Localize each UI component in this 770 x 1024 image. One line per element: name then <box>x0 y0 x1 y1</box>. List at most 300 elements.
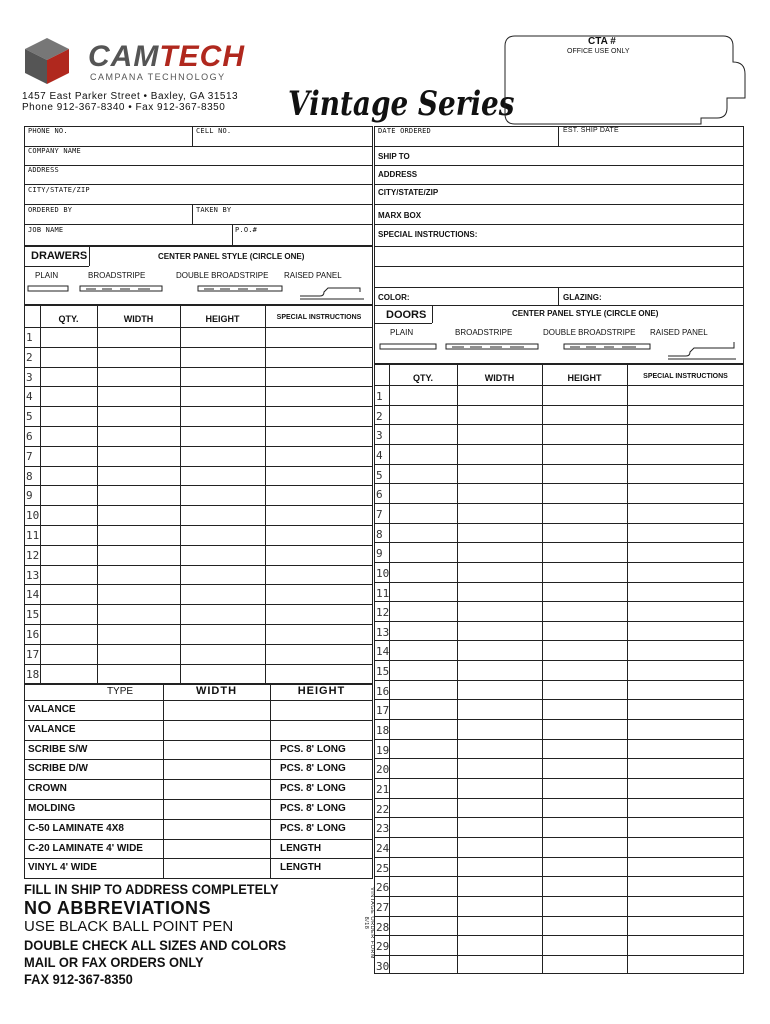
doors-special-cell[interactable] <box>628 386 743 404</box>
doors-qty-cell[interactable] <box>390 700 456 718</box>
doors-qty-cell[interactable] <box>390 740 456 758</box>
drawers-qty-cell[interactable] <box>41 506 97 524</box>
doors-width-cell[interactable] <box>458 386 541 404</box>
extras-col-type: TYPE <box>106 686 134 697</box>
drawers-qty-cell[interactable] <box>41 665 97 683</box>
drawers-width-cell[interactable] <box>98 467 180 485</box>
doors-height-cell[interactable] <box>543 386 626 404</box>
doors-special-cell[interactable] <box>628 700 743 718</box>
doors-width-cell[interactable] <box>458 484 541 502</box>
drawers-qty-cell[interactable] <box>41 348 97 366</box>
doors-width-cell[interactable] <box>458 700 541 718</box>
doors-width-cell[interactable] <box>458 465 541 483</box>
doors-height-cell[interactable] <box>543 956 626 974</box>
company-address: 1457 East Parker Street • Baxley, GA 31513 <box>22 91 239 102</box>
doors-qty-cell[interactable] <box>390 504 456 522</box>
doors-height-cell[interactable] <box>543 425 626 443</box>
extras-height-cell[interactable] <box>271 859 372 877</box>
doors-special-cell[interactable] <box>628 858 743 876</box>
drawers-height-cell[interactable] <box>181 427 265 445</box>
drawers-height-cell[interactable] <box>181 625 265 643</box>
doors-width-cell[interactable] <box>458 445 541 463</box>
drawers-height-cell[interactable] <box>181 467 265 485</box>
doors-special-cell[interactable] <box>628 956 743 974</box>
drawers-special-cell[interactable] <box>266 486 372 504</box>
doors-width-cell[interactable] <box>458 799 541 817</box>
doors-style-label: CENTER PANEL STYLE (CIRCLE ONE) <box>512 309 659 318</box>
drawers-special-cell[interactable] <box>266 645 372 663</box>
extras-width-cell[interactable] <box>164 701 269 719</box>
job-name-field[interactable] <box>25 234 231 245</box>
drawers-qty-cell[interactable] <box>41 467 97 485</box>
date-ordered-label: DATE ORDERED <box>378 127 431 135</box>
drawer-style-plain[interactable]: PLAIN <box>35 271 59 280</box>
doors-width-cell[interactable] <box>458 858 541 876</box>
doors-qty-cell[interactable] <box>390 602 456 620</box>
doors-special-cell[interactable] <box>628 799 743 817</box>
date-ordered-field[interactable] <box>375 135 557 145</box>
drawers-width-cell[interactable] <box>98 546 180 564</box>
doors-qty-cell[interactable] <box>390 858 456 876</box>
drawers-qty-cell[interactable] <box>41 605 97 623</box>
company-field[interactable] <box>25 155 372 164</box>
drawer-style-raised-panel[interactable]: RAISED PANEL <box>284 271 342 280</box>
ship-city-field[interactable] <box>440 185 743 203</box>
doors-qty-cell[interactable] <box>390 425 456 443</box>
doors-qty-cell[interactable] <box>390 543 456 561</box>
doors-row-number: 25 <box>376 861 390 875</box>
doors-height-cell[interactable] <box>543 641 626 659</box>
address-field[interactable] <box>25 174 372 183</box>
doors-special-cell[interactable] <box>628 897 743 915</box>
drawers-height-cell[interactable] <box>181 546 265 564</box>
doors-width-cell[interactable] <box>458 406 541 424</box>
doors-special-cell[interactable] <box>628 524 743 542</box>
special-instructions-field[interactable] <box>375 247 743 286</box>
drawers-special-cell[interactable] <box>266 427 372 445</box>
doors-width-cell[interactable] <box>458 936 541 954</box>
doors-qty-cell[interactable] <box>390 524 456 542</box>
doors-special-cell[interactable] <box>628 563 743 581</box>
drawers-height-cell[interactable] <box>181 605 265 623</box>
drawers-qty-cell[interactable] <box>41 407 97 425</box>
drawer-style-broadstripe[interactable]: BROADSTRIPE <box>88 271 146 280</box>
doors-width-cell[interactable] <box>458 897 541 915</box>
extras-width-cell[interactable] <box>164 780 269 798</box>
drawers-row-number: 9 <box>26 489 33 503</box>
drawers-width-cell[interactable] <box>98 387 180 405</box>
drawers-special-cell[interactable] <box>266 328 372 346</box>
doors-height-cell[interactable] <box>543 799 626 817</box>
doors-width-cell[interactable] <box>458 524 541 542</box>
door-style-raised-panel[interactable]: RAISED PANEL <box>650 328 708 337</box>
drawers-style-label: CENTER PANEL STYLE (CIRCLE ONE) <box>158 252 305 261</box>
drawers-special-cell[interactable] <box>266 506 372 524</box>
doors-row-number: 24 <box>376 841 390 855</box>
cta-input[interactable] <box>510 58 720 118</box>
drawers-width-cell[interactable] <box>98 407 180 425</box>
drawers-special-cell[interactable] <box>266 447 372 465</box>
doors-height-cell[interactable] <box>543 759 626 777</box>
doors-width-cell[interactable] <box>458 917 541 935</box>
drawers-row-number: 15 <box>26 608 40 622</box>
doors-col-width: WIDTH <box>484 373 515 383</box>
door-profiles <box>374 338 744 362</box>
drawers-special-cell[interactable] <box>266 368 372 386</box>
doors-special-cell[interactable] <box>628 818 743 836</box>
doors-row-number: 22 <box>376 802 390 816</box>
extras-width-cell[interactable] <box>164 859 269 877</box>
doors-width-cell[interactable] <box>458 504 541 522</box>
doors-height-cell[interactable] <box>543 740 626 758</box>
doors-special-cell[interactable] <box>628 877 743 895</box>
drawers-qty-cell[interactable] <box>41 645 97 663</box>
doors-special-cell[interactable] <box>628 838 743 856</box>
extras-height-cell[interactable] <box>271 760 372 778</box>
drawers-height-cell[interactable] <box>181 407 265 425</box>
ship-to-field[interactable] <box>420 147 743 164</box>
doors-width-cell[interactable] <box>458 740 541 758</box>
ship-address-field[interactable] <box>420 166 743 183</box>
doors-qty-cell[interactable] <box>390 681 456 699</box>
doors-width-cell[interactable] <box>458 563 541 581</box>
drawers-width-cell[interactable] <box>98 368 180 386</box>
glazing-label: GLAZING: <box>563 293 602 302</box>
drawers-col-height: HEIGHT <box>205 314 240 324</box>
doors-height-cell[interactable] <box>543 504 626 522</box>
doors-qty-cell[interactable] <box>390 818 456 836</box>
doors-row-number: 26 <box>376 881 390 895</box>
doors-qty-cell[interactable] <box>390 622 456 640</box>
extras-width-cell[interactable] <box>164 840 269 858</box>
doors-width-cell[interactable] <box>458 759 541 777</box>
drawers-height-cell[interactable] <box>181 506 265 524</box>
doors-row-number: 17 <box>376 704 390 718</box>
drawers-height-cell[interactable] <box>181 486 265 504</box>
doors-height-cell[interactable] <box>543 720 626 738</box>
doors-qty-cell[interactable] <box>390 641 456 659</box>
drawers-height-cell[interactable] <box>181 566 265 584</box>
drawers-qty-cell[interactable] <box>41 328 97 346</box>
city-field[interactable] <box>25 194 372 203</box>
drawers-qty-cell[interactable] <box>41 387 97 405</box>
doors-width-cell[interactable] <box>458 720 541 738</box>
doors-width-cell[interactable] <box>458 661 541 679</box>
drawers-row-number: 2 <box>26 350 33 364</box>
extras-width-cell[interactable] <box>164 760 269 778</box>
doors-qty-cell[interactable] <box>390 877 456 895</box>
doors-special-cell[interactable] <box>628 740 743 758</box>
drawers-height-cell[interactable] <box>181 348 265 366</box>
doors-row-number: 19 <box>376 743 390 757</box>
doors-height-cell[interactable] <box>543 445 626 463</box>
drawers-col-width: WIDTH <box>123 314 154 324</box>
drawers-row-number: 10 <box>26 509 40 523</box>
doors-height-cell[interactable] <box>543 897 626 915</box>
city-label: CITY/STATE/ZIP <box>28 186 90 194</box>
drawer-style-double-broadstripe[interactable]: DOUBLE BROADSTRIPE <box>176 271 269 280</box>
doors-qty-cell[interactable] <box>390 936 456 954</box>
door-style-plain[interactable]: PLAIN <box>390 328 414 337</box>
company-phone: Phone 912-367-8340 • Fax 912-367-8350 <box>22 102 226 113</box>
drawers-qty-cell[interactable] <box>41 546 97 564</box>
extras-type-label: VALANCE <box>28 723 76 735</box>
doors-row-number: 29 <box>376 940 390 954</box>
glazing-field[interactable] <box>605 288 743 305</box>
doors-height-cell[interactable] <box>543 465 626 483</box>
drawers-width-cell[interactable] <box>98 645 180 663</box>
extras-height-cell[interactable] <box>271 701 372 719</box>
po-label: P.O.# <box>235 226 258 234</box>
drawers-width-cell[interactable] <box>98 427 180 445</box>
drawers-qty-cell[interactable] <box>41 368 97 386</box>
doors-qty-cell[interactable] <box>390 465 456 483</box>
brand-name-part-a: CAM <box>88 40 160 73</box>
drawers-row-number: 18 <box>26 667 40 681</box>
doors-qty-cell[interactable] <box>390 838 456 856</box>
extras-height-cell[interactable] <box>271 780 372 798</box>
extras-width-cell[interactable] <box>164 820 269 838</box>
drawers-qty-cell[interactable] <box>41 566 97 584</box>
doors-height-cell[interactable] <box>543 858 626 876</box>
doors-qty-cell[interactable] <box>390 897 456 915</box>
doors-row-number: 5 <box>376 468 383 482</box>
doors-qty-cell[interactable] <box>390 563 456 581</box>
doors-height-cell[interactable] <box>543 543 626 561</box>
doors-special-cell[interactable] <box>628 622 743 640</box>
doors-height-cell[interactable] <box>543 681 626 699</box>
doors-width-cell[interactable] <box>458 956 541 974</box>
notice-no-abbreviations: NO ABBREVIATIONS <box>24 898 212 918</box>
extras-width-cell[interactable] <box>164 721 269 739</box>
extras-width-cell[interactable] <box>164 741 269 759</box>
doors-width-cell[interactable] <box>458 779 541 797</box>
extras-type-label: C-20 LAMINATE 4' WIDE <box>28 842 143 854</box>
form-version-text: VINTAGE ORDER FORM 8/18 <box>363 887 375 959</box>
drawers-width-cell[interactable] <box>98 328 180 346</box>
drawers-special-cell[interactable] <box>266 605 372 623</box>
extras-height-cell[interactable] <box>271 721 372 739</box>
drawers-row-number: 8 <box>26 469 33 483</box>
doors-qty-cell[interactable] <box>390 406 456 424</box>
extras-height-cell[interactable] <box>271 840 372 858</box>
drawers-width-cell[interactable] <box>98 348 180 366</box>
color-label: COLOR: <box>378 293 410 302</box>
drawers-qty-cell[interactable] <box>41 585 97 603</box>
drawers-special-cell[interactable] <box>266 665 372 683</box>
drawers-qty-cell[interactable] <box>41 486 97 504</box>
extras-unit-label: PCS. 8' LONG <box>280 763 346 775</box>
doors-row-number: 12 <box>376 606 390 620</box>
doors-row-number: 1 <box>376 390 383 403</box>
doors-width-cell[interactable] <box>458 583 541 601</box>
doors-special-cell[interactable] <box>628 445 743 463</box>
drawers-width-cell[interactable] <box>98 566 180 584</box>
ordered-by-field[interactable] <box>25 214 191 223</box>
taken-by-field[interactable] <box>193 214 372 223</box>
doors-width-cell[interactable] <box>458 622 541 640</box>
doors-special-cell[interactable] <box>628 779 743 797</box>
drawers-height-cell[interactable] <box>181 368 265 386</box>
phone-field[interactable] <box>25 135 191 145</box>
doors-special-cell[interactable] <box>628 661 743 679</box>
doors-height-cell[interactable] <box>543 877 626 895</box>
doors-special-cell[interactable] <box>628 465 743 483</box>
doors-qty-cell[interactable] <box>390 661 456 679</box>
drawers-row-number: 6 <box>26 430 33 443</box>
extras-unit-label: PCS. 8' LONG <box>280 822 346 834</box>
doors-special-cell[interactable] <box>628 543 743 561</box>
drawers-col-qty: QTY. <box>58 314 79 324</box>
extras-col-height: HEIGHT <box>297 685 346 697</box>
doors-width-cell[interactable] <box>458 602 541 620</box>
doors-special-cell[interactable] <box>628 936 743 954</box>
drawers-width-cell[interactable] <box>98 506 180 524</box>
doors-height-cell[interactable] <box>543 779 626 797</box>
drawers-height-cell[interactable] <box>181 645 265 663</box>
doors-qty-cell[interactable] <box>390 484 456 502</box>
doors-special-cell[interactable] <box>628 425 743 443</box>
drawers-special-cell[interactable] <box>266 566 372 584</box>
doors-height-cell[interactable] <box>543 661 626 679</box>
doors-qty-cell[interactable] <box>390 956 456 974</box>
doors-special-cell[interactable] <box>628 759 743 777</box>
doors-height-cell[interactable] <box>543 524 626 542</box>
doors-special-cell[interactable] <box>628 720 743 738</box>
doors-height-cell[interactable] <box>543 484 626 502</box>
doors-width-cell[interactable] <box>458 543 541 561</box>
doors-width-cell[interactable] <box>458 641 541 659</box>
drawers-row-number: 3 <box>26 370 33 384</box>
notice-ship-to: FILL IN SHIP TO ADDRESS COMPLETELY <box>24 881 279 897</box>
drawers-qty-cell[interactable] <box>41 526 97 544</box>
doors-height-cell[interactable] <box>543 602 626 620</box>
doors-width-cell[interactable] <box>458 681 541 699</box>
drawers-row-number: 17 <box>26 647 40 661</box>
doors-col-height: HEIGHT <box>567 373 602 383</box>
drawers-width-cell[interactable] <box>98 526 180 544</box>
doors-row-number: 11 <box>376 586 390 600</box>
drawers-special-cell[interactable] <box>266 348 372 366</box>
doors-special-cell[interactable] <box>628 583 743 601</box>
drawers-special-cell[interactable] <box>266 407 372 425</box>
extras-height-cell[interactable] <box>271 820 372 838</box>
drawers-qty-cell[interactable] <box>41 447 97 465</box>
drawers-width-cell[interactable] <box>98 585 180 603</box>
drawers-height-cell[interactable] <box>181 447 265 465</box>
extras-height-cell[interactable] <box>271 741 372 759</box>
drawers-height-cell[interactable] <box>181 585 265 603</box>
drawers-special-cell[interactable] <box>266 526 372 544</box>
marx-box-label: MARX BOX <box>378 211 422 220</box>
doors-height-cell[interactable] <box>543 583 626 601</box>
drawers-special-cell[interactable] <box>266 625 372 643</box>
doors-width-cell[interactable] <box>458 877 541 895</box>
drawers-height-cell[interactable] <box>181 665 265 683</box>
doors-height-cell[interactable] <box>543 917 626 935</box>
cell-field[interactable] <box>193 135 372 145</box>
extras-type-label: MOLDING <box>28 803 76 814</box>
est-ship-field[interactable] <box>559 135 743 145</box>
notice-double-check: DOUBLE CHECK ALL SIZES AND COLORS <box>24 937 287 953</box>
doors-height-cell[interactable] <box>543 563 626 581</box>
doors-row-number: 16 <box>376 684 390 698</box>
doors-qty-cell[interactable] <box>390 720 456 738</box>
doors-height-cell[interactable] <box>543 406 626 424</box>
doors-special-cell[interactable] <box>628 504 743 522</box>
extras-type-label: SCRIBE S/W <box>28 743 88 755</box>
doors-row-number: 3 <box>376 429 383 443</box>
extras-type-label: VINYL 4' WIDE <box>28 862 97 874</box>
doors-special-cell[interactable] <box>628 602 743 620</box>
drawers-height-cell[interactable] <box>181 328 265 346</box>
brand-name-part-b: TECH <box>159 40 245 73</box>
drawers-width-cell[interactable] <box>98 605 180 623</box>
doors-special-cell[interactable] <box>628 681 743 699</box>
drawers-special-cell[interactable] <box>266 467 372 485</box>
extras-width-cell[interactable] <box>164 800 269 818</box>
doors-col-special: SPECIAL INSTRUCTIONS <box>643 373 728 380</box>
doors-height-cell[interactable] <box>543 838 626 856</box>
doors-height-cell[interactable] <box>543 936 626 954</box>
doors-special-cell[interactable] <box>628 484 743 502</box>
drawers-row-number: 11 <box>26 529 40 542</box>
extras-height-cell[interactable] <box>271 800 372 818</box>
doors-height-cell[interactable] <box>543 622 626 640</box>
drawers-height-cell[interactable] <box>181 526 265 544</box>
color-field[interactable] <box>415 288 557 305</box>
doors-qty-cell[interactable] <box>390 759 456 777</box>
drawers-height-cell[interactable] <box>181 387 265 405</box>
drawers-special-cell[interactable] <box>266 387 372 405</box>
ship-address-label: ADDRESS <box>378 170 418 179</box>
doors-qty-cell[interactable] <box>390 583 456 601</box>
drawers-row-number: 7 <box>26 449 33 463</box>
cta-label: CTA # <box>588 36 616 47</box>
ordered-by-label: ORDERED BY <box>28 206 73 214</box>
po-field[interactable] <box>233 234 372 245</box>
drawers-special-cell[interactable] <box>266 585 372 603</box>
address-label: ADDRESS <box>28 166 59 174</box>
doors-qty-cell[interactable] <box>390 799 456 817</box>
drawers-width-cell[interactable] <box>98 625 180 643</box>
doors-qty-cell[interactable] <box>390 445 456 463</box>
door-style-broadstripe[interactable]: BROADSTRIPE <box>455 328 513 337</box>
door-style-double-broadstripe[interactable]: DOUBLE BROADSTRIPE <box>543 328 636 337</box>
doors-qty-cell[interactable] <box>390 917 456 935</box>
doors-height-cell[interactable] <box>543 818 626 836</box>
marx-box-field[interactable] <box>425 205 743 223</box>
drawers-width-cell[interactable] <box>98 447 180 465</box>
doors-width-cell[interactable] <box>458 425 541 443</box>
company-logo <box>22 36 72 86</box>
drawers-width-cell[interactable] <box>98 665 180 683</box>
doors-special-cell[interactable] <box>628 917 743 935</box>
doors-qty-cell[interactable] <box>390 386 456 404</box>
drawers-special-cell[interactable] <box>266 546 372 564</box>
doors-width-cell[interactable] <box>458 838 541 856</box>
doors-height-cell[interactable] <box>543 700 626 718</box>
doors-qty-cell[interactable] <box>390 779 456 797</box>
drawers-qty-cell[interactable] <box>41 625 97 643</box>
doors-special-cell[interactable] <box>628 406 743 424</box>
doors-special-cell[interactable] <box>628 641 743 659</box>
drawers-qty-cell[interactable] <box>41 427 97 445</box>
doors-width-cell[interactable] <box>458 818 541 836</box>
extras-type-label: VALANCE <box>28 704 76 715</box>
drawers-width-cell[interactable] <box>98 486 180 504</box>
extras-type-label: CROWN <box>28 783 67 795</box>
